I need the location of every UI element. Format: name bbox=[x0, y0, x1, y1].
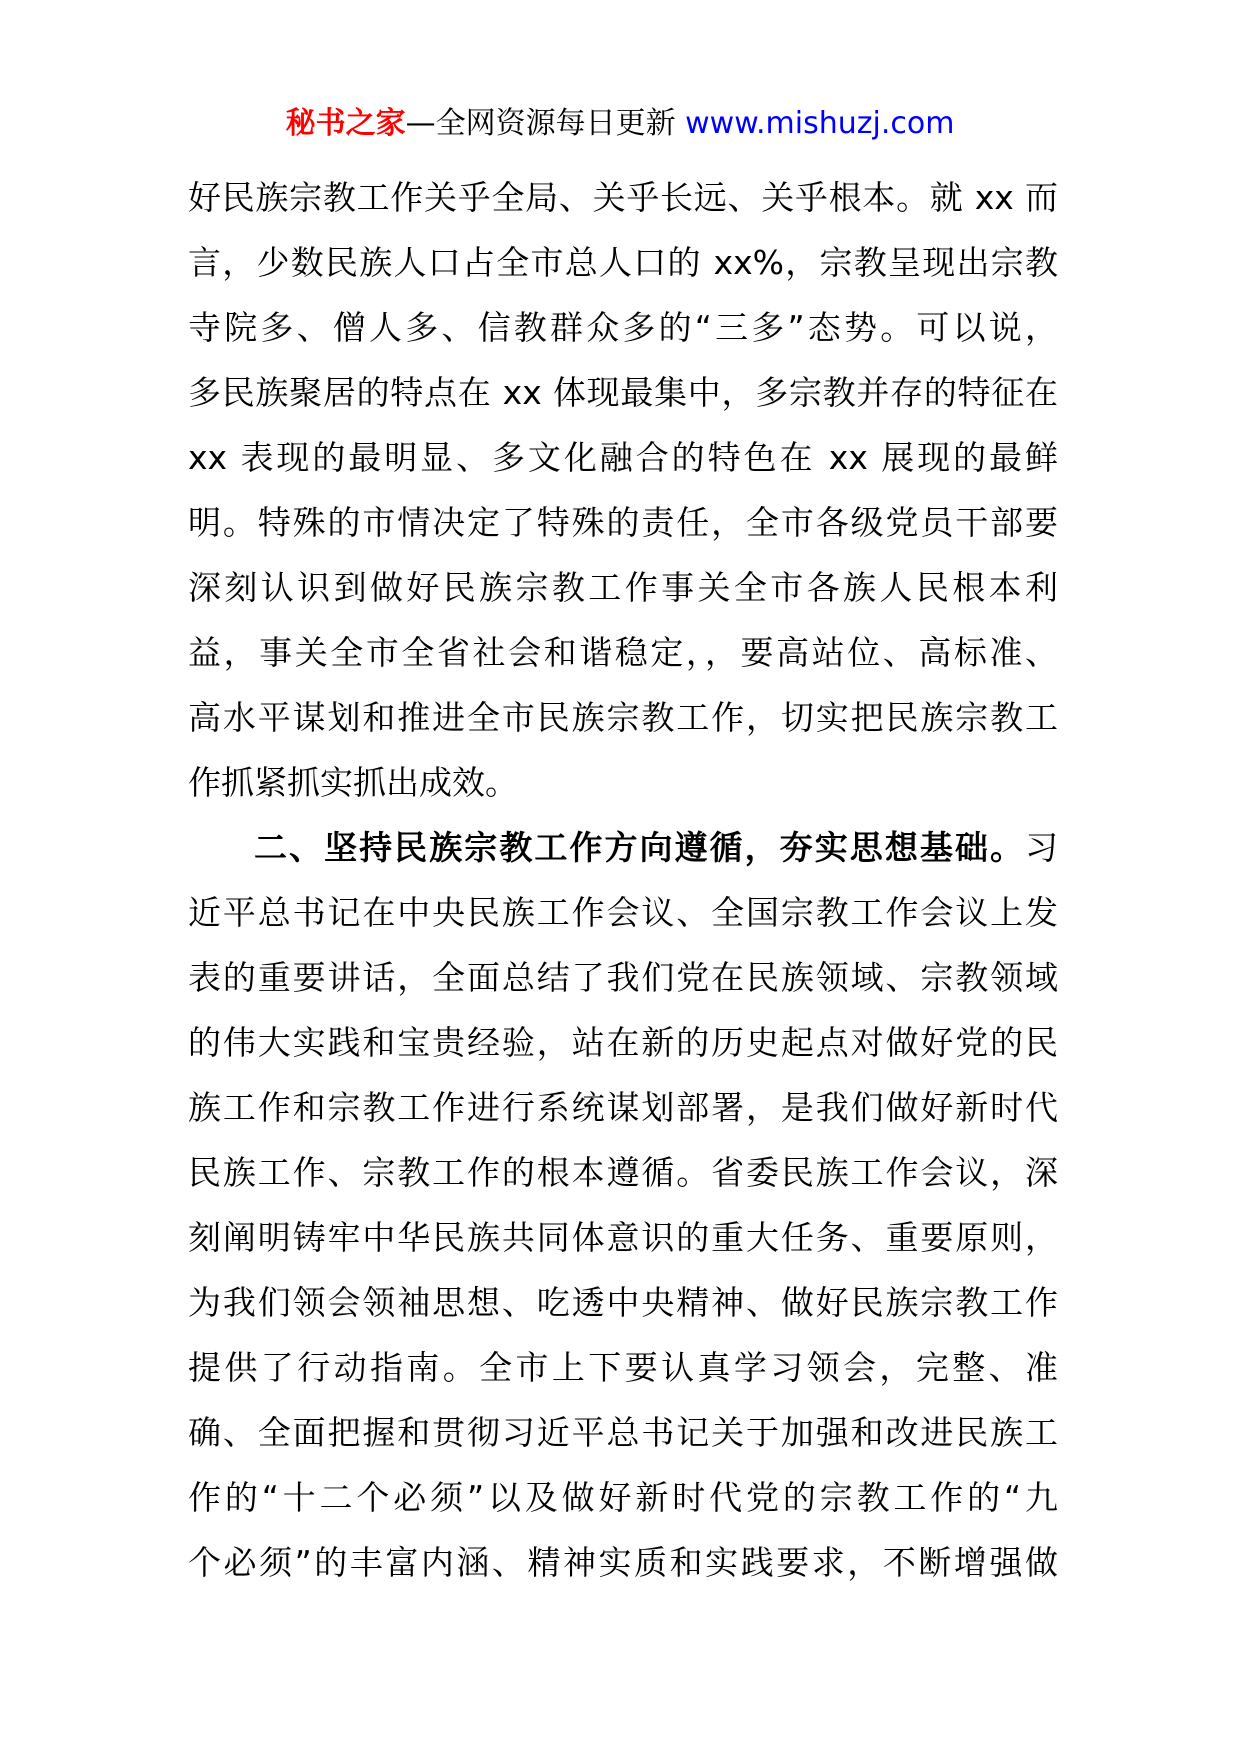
text-line: 为我们领会领袖思想、吃透中央精神、做好民族宗教工作 bbox=[188, 1283, 1058, 1322]
text-line: 民族工作、宗教工作的根本遵循。省委民族工作会议，深 bbox=[188, 1153, 1058, 1192]
section-heading: 二、坚持民族宗教工作方向遵循，夯实思想基础。 bbox=[254, 828, 1025, 867]
text-line: 表的重要讲话，全面总结了我们党在民族领域、宗教领域 bbox=[188, 958, 1058, 997]
text-line: 族工作和宗教工作进行系统谋划部署，是我们做好新时代 bbox=[188, 1088, 1058, 1127]
text-line: 个必须”的丰富内涵、精神实质和实践要求，不断增强做 bbox=[188, 1543, 1058, 1582]
text-line: 确、全面把握和贯彻习近平总书记关于加强和改进民族工 bbox=[188, 1413, 1058, 1452]
site-brand: 秘书之家 bbox=[285, 106, 406, 141]
site-url-link[interactable]: www.mishuzj.com bbox=[685, 106, 955, 141]
text-line: 寺院多、僧人多、信教群众多的“三多”态势。可以说， bbox=[188, 308, 1058, 347]
section-heading-tail: 习 bbox=[1025, 828, 1058, 867]
text-line: xx 表现的最明显、多文化融合的特色在 xx 展现的最鲜 bbox=[188, 438, 1058, 477]
text-line: 益，事关全市全省社会和谐稳定，，要高站位、高标准、 bbox=[188, 633, 1058, 672]
text-line: 作的“十二个必须”以及做好新时代党的宗教工作的“九 bbox=[188, 1478, 1058, 1517]
text-line: 好民族宗教工作关乎全局、关乎长远、关乎根本。就 xx 而 bbox=[188, 178, 1058, 217]
section-heading-line bbox=[188, 815, 1058, 880]
text-line: 的伟大实践和宝贵经验，站在新的历史起点对做好党的民 bbox=[188, 1023, 1058, 1062]
text-line: 深刻认识到做好民族宗教工作事关全市各族人民根本利 bbox=[188, 568, 1058, 607]
text-line: 作抓紧抓实抓出成效。 bbox=[188, 763, 518, 802]
text-line: 刻阐明铸牢中华民族共同体意识的重大任务、重要原则， bbox=[188, 1218, 1058, 1257]
document-body bbox=[188, 165, 1058, 1595]
page-header bbox=[0, 104, 1240, 144]
text-line: 近平总书记在中央民族工作会议、全国宗教工作会议上发 bbox=[188, 893, 1058, 932]
site-tagline: —全网资源每日更新 bbox=[405, 106, 686, 141]
text-line: 言，少数民族人口占全市总人口的 xx%，宗教呈现出宗教 bbox=[188, 243, 1058, 282]
text-line: 明。特殊的市情决定了特殊的责任，全市各级党员干部要 bbox=[188, 503, 1058, 542]
text-line: 多民族聚居的特点在 xx 体现最集中，多宗教并存的特征在 bbox=[188, 373, 1058, 412]
text-line: 高水平谋划和推进全市民族宗教工作，切实把民族宗教工 bbox=[188, 698, 1058, 737]
text-line: 提供了行动指南。全市上下要认真学习领会，完整、准 bbox=[188, 1348, 1058, 1387]
